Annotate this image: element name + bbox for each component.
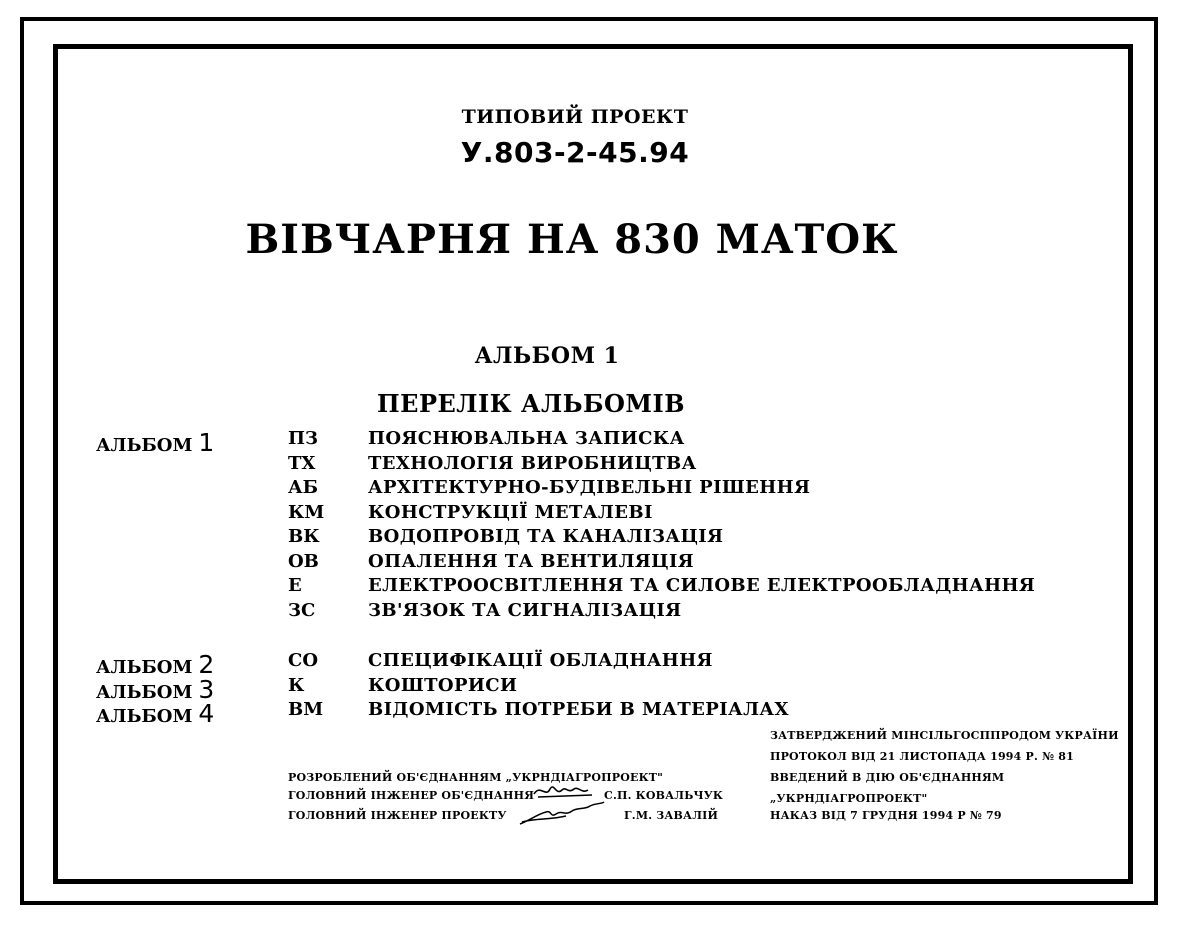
approval-line: ЗАТВЕРДЖЕНИЙ МІНСІЛЬГОСППРОДОМ УКРАЇНИ [770,729,1119,742]
album-heading: АЛЬБОМ 1 [474,343,620,369]
album-code: ТХ [288,453,316,474]
album-label: АЛЬБОМ 1 [96,428,215,457]
developer-line: РОЗРОБЛЕНИЙ ОБ'ЄДНАННЯМ „УКРНДІАГРОПРОЕКТ" [288,771,664,784]
album-code: СО [288,650,319,671]
album-name: ПОЯСНЮВАЛЬНА ЗАПИСКА [368,428,685,449]
album-name: ОПАЛЕННЯ ТА ВЕНТИЛЯЦІЯ [368,551,695,572]
album-name: КОНСТРУКЦІЇ МЕТАЛЕВІ [368,502,653,523]
project-title: ВІВЧАРНЯ НА 830 МАТОК [245,216,899,263]
album-list-title: ПЕРЕЛІК АЛЬБОМІВ [377,389,685,418]
album-name: КОШТОРИСИ [368,675,518,696]
approval-introduced: ВВЕДЕНИЙ В ДІЮ ОБ'ЄДНАННЯМ [770,771,1005,784]
album-name: ТЕХНОЛОГІЯ ВИРОБНИЦТВА [368,453,697,474]
project-code: У.803-2-45.94 [460,136,690,169]
chief-engineer-name: С.П. КОВАЛЬЧУК [604,789,724,802]
album-name: ВІДОМІСТЬ ПОТРЕБИ В МАТЕРІАЛАХ [368,699,789,720]
project-kind: ТИПОВИЙ ПРОЕКТ [461,106,689,128]
signature-image [516,798,608,830]
album-code: ПЗ [288,428,318,449]
album-code: Е [288,575,302,596]
album-label: АЛЬБОМ 4 [96,699,215,728]
approval-protocol: ПРОТОКОЛ ВІД 21 ЛИСТОПАДА 1994 Р. № 81 [770,750,1074,763]
approval-order: НАКАЗ ВІД 7 ГРУДНЯ 1994 Р № 79 [770,809,1002,822]
chief-engineer-role: ГОЛОВНИЙ ІНЖЕНЕР ОБ'ЄДНАННЯ [288,789,535,802]
album-code: КМ [288,502,325,523]
album-code: К [288,675,305,696]
album-code: ВМ [288,699,324,720]
album-code: ЗС [288,600,316,621]
album-label: АЛЬБОМ 3 [96,675,215,704]
album-label: АЛЬБОМ 2 [96,650,215,679]
album-name: ЕЛЕКТРООСВІТЛЕННЯ ТА СИЛОВЕ ЕЛЕКТРООБЛАДНАННЯ [368,575,1036,596]
album-code: ОВ [288,551,319,572]
project-engineer-role: ГОЛОВНИЙ ІНЖЕНЕР ПРОЕКТУ [288,809,507,822]
album-code: АБ [288,477,319,498]
album-name: АРХІТЕКТУРНО-БУДІВЕЛЬНІ РІШЕННЯ [368,477,811,498]
album-name: ЗВ'ЯЗОК ТА СИГНАЛІЗАЦІЯ [368,600,682,621]
album-name: СПЕЦИФІКАЦІЇ ОБЛАДНАННЯ [368,650,713,671]
album-name: ВОДОПРОВІД ТА КАНАЛІЗАЦІЯ [368,526,724,547]
approval-organization: „УКРНДІАГРОПРОЕКТ" [770,792,928,805]
project-engineer-name: Г.М. ЗАВАЛІЙ [624,809,719,822]
album-code: ВК [288,526,320,547]
